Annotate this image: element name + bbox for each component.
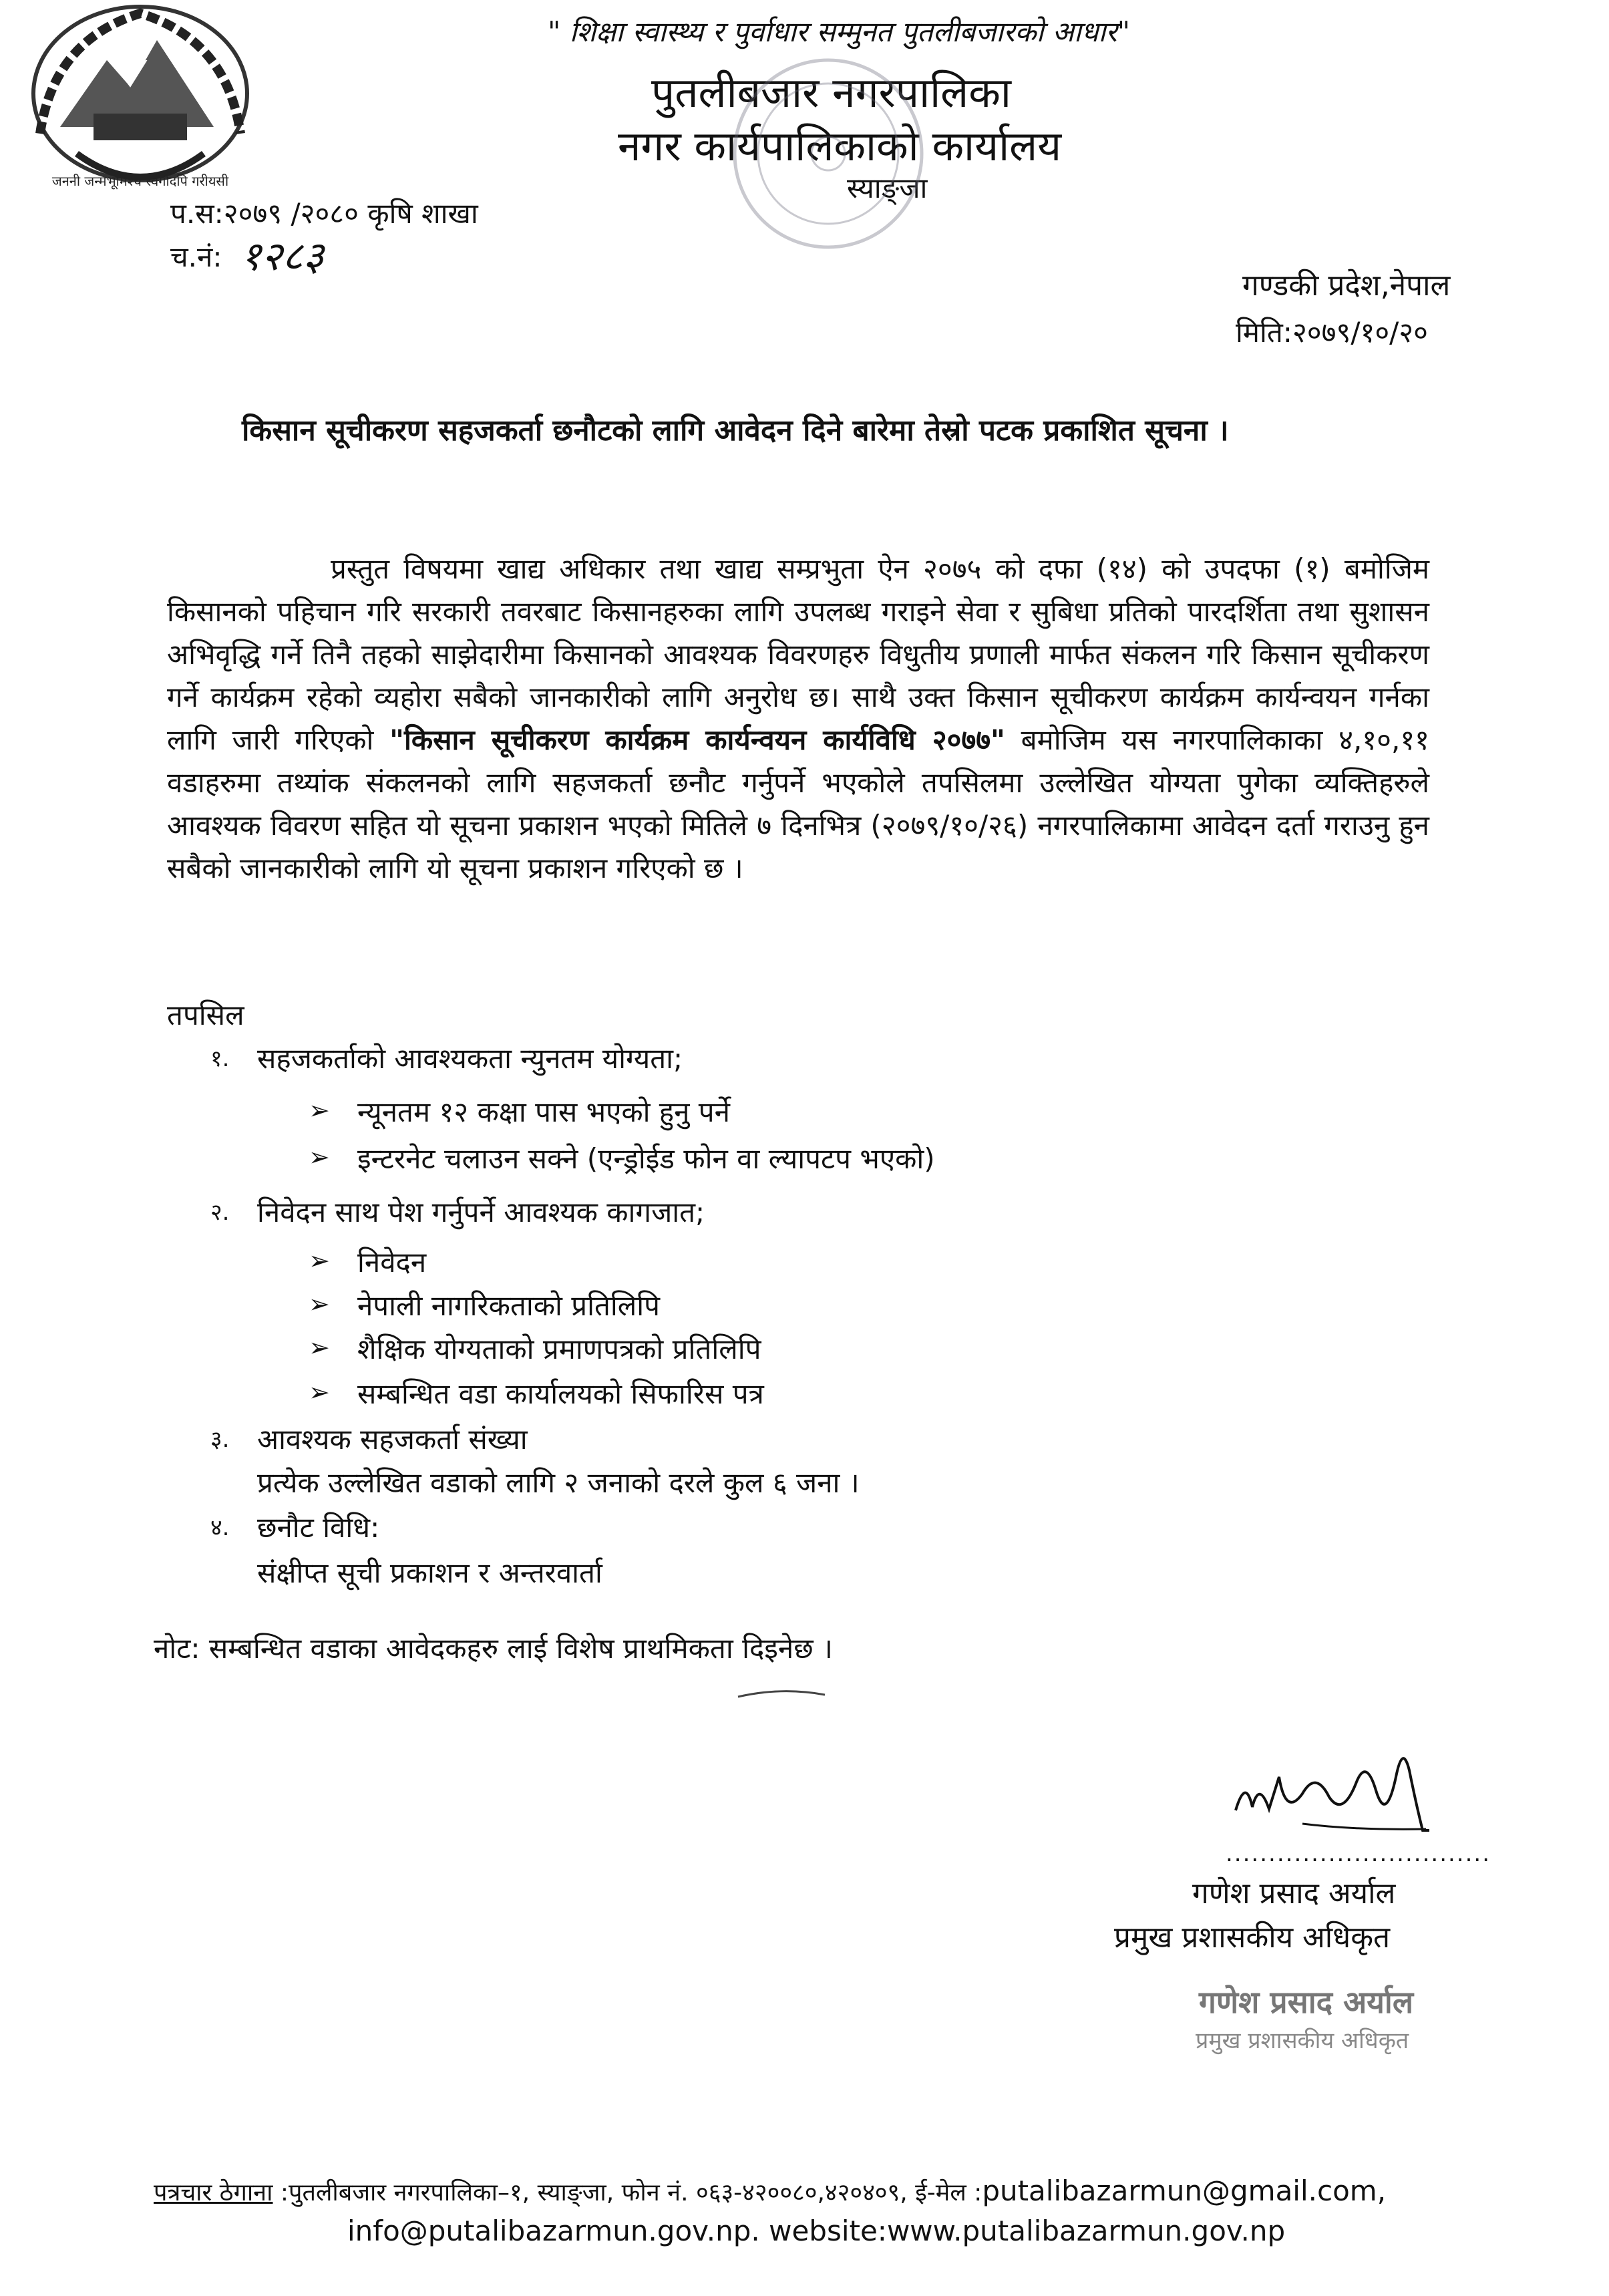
list-item-number: ४. bbox=[210, 1514, 230, 1541]
body-text-part1: प्रस्तुत विषयमा खाद्य अधिकार तथा खाद्य सम्प्रभुता ऐन २०७५ को दफा (१४) को उपदफा (१) बमोजिम किसानको पहिचान गरि सरकारी तवरबाट किसानहरुका लागि उपलब्ध गराइने सेवा र सुबिधा प्रतिको पारदर्शिता तथा सुशासन अभिवृद्धि गर्ने तिनै तहको साझेदारीमा किसानको आवश्यक विवरणहरु विधुतीय प्रणाली मार्फत संकलन गरि किसान सूचीकरण गर्ने कार्यक्रम रहेको व्यहोरा सबैको जानकारीको लागि अनुरोध छ। साथै उक्त किसान सूचीकरण कार्यक्रम कार्यन्वयन गर्नका लागि जारी गरिएको bbox=[167, 552, 1429, 756]
list-item: सहजकर्ताको आवश्यकता न्युनतम योग्यता; bbox=[257, 1042, 683, 1075]
signer-title: प्रमुख प्रशासकीय अधिकृत bbox=[1114, 1921, 1391, 1955]
notice-body-paragraph bbox=[167, 548, 1429, 890]
list-subitem: सम्बन्धित वडा कार्यालयको सिफारिस पत्र bbox=[357, 1377, 764, 1410]
list-item: निवेदन साथ पेश गर्नुपर्ने आवश्यक कागजात; bbox=[257, 1196, 705, 1228]
emblem-motto-text: जननी जन्मभूमिश्च स्वर्गादपि गरीयसी bbox=[51, 173, 229, 189]
footer-address-line bbox=[154, 2174, 1386, 2208]
office-seal-icon bbox=[728, 53, 928, 254]
list-subitem: नेपाली नागरिकताको प्रतिलिपि bbox=[357, 1289, 661, 1322]
list-item-number: १. bbox=[210, 1045, 230, 1072]
arrow-bullet-icon: ➢ bbox=[309, 1377, 330, 1407]
arrow-bullet-icon: ➢ bbox=[309, 1142, 330, 1172]
nepal-emblem-icon bbox=[13, 0, 267, 200]
arrow-bullet-icon: ➢ bbox=[309, 1246, 330, 1275]
footer-email: putalibazarmun@gmail.com, bbox=[982, 2174, 1387, 2207]
province-address: गण्डकी प्रदेश,नेपाल bbox=[1242, 269, 1451, 303]
list-item-number: ३. bbox=[210, 1426, 230, 1453]
list-item: छनौट विधि: bbox=[257, 1511, 380, 1544]
notice-date: मिति:२०७९/१०/२० bbox=[1236, 316, 1428, 349]
signer-name: गणेश प्रसाद अर्याल bbox=[1192, 1876, 1396, 1911]
municipality-name: पुतलीबजार नगरपालिका bbox=[651, 68, 1011, 117]
office-name: नगर कार्यपालिकाको कार्यालय bbox=[618, 122, 1062, 170]
signature-line: ............................... bbox=[1226, 1840, 1491, 1867]
footer-address-label: पत्रचार ठेगाना bbox=[154, 2179, 273, 2206]
list-subitem: निवेदन bbox=[357, 1246, 427, 1279]
list-subitem: न्यूनतम १२ कक्षा पास भएको हुनु पर्ने bbox=[357, 1096, 730, 1128]
body-text-part2: बमोजिम यस नगरपालिकाका ४,१०,११ वडाहरुमा तथ्यांक संकलनको लागि सहजकर्ता छनौट गर्नुपर्ने भएकोले तपसिलमा उल्लेखित योग्यता पुगेका व्यक्तिहरुले आवश्यक विवरण सहित यो सूचना प्रकाशन भएको मितिले ७ दिनभित्र (२०७९/१०/२६) नगरपालिकामा आवेदन दर्ता गराउनु हुन सबैको जानकारीको लागि यो सूचना प्रकाशन गरिएको छ । bbox=[167, 723, 1430, 884]
list-item-detail: संक्षीप्त सूची प्रकाशन र अन्तरवार्ता bbox=[257, 1556, 602, 1589]
arrow-bullet-icon: ➢ bbox=[309, 1333, 330, 1362]
municipality-motto: " शिक्षा स्वास्थ्य र पुर्वाधार सम्मुनत पुतलीबजारको आधार" bbox=[548, 15, 1130, 48]
footer-address: :पुतलीबजार नगरपालिका–१, स्याङ्जा, फोन नं. ०६३-४२००८०,४२०४०९, ई-मेल : bbox=[273, 2179, 982, 2206]
title-stamp: प्रमुख प्रशासकीय अधिकृत bbox=[1196, 2027, 1409, 2054]
list-item-number: २. bbox=[210, 1199, 230, 1226]
reference-number: प.स:२०७९ /२०८० कृषि शाखा bbox=[170, 197, 478, 230]
list-item: आवश्यक सहजकर्ता संख्या bbox=[257, 1423, 528, 1456]
dispatch-number: १२८३ bbox=[240, 233, 324, 280]
arrow-bullet-icon: ➢ bbox=[309, 1289, 330, 1319]
body-procedure-title: "किसान सूचीकरण कार्यक्रम कार्यन्वयन कार्यविधि २०७७" bbox=[389, 723, 1005, 756]
notice-subject: किसान सूचीकरण सहजकर्ता छनौटको लागि आवेदन दिने बारेमा तेस्रो पटक प्रकाशित सूचना । bbox=[242, 414, 1229, 448]
ink-stroke bbox=[735, 1687, 828, 1700]
name-stamp: गणेश प्रसाद अर्याल bbox=[1199, 1984, 1414, 2020]
handwritten-signature bbox=[1222, 1730, 1436, 1850]
list-subitem: शैक्षिक योग्यताको प्रमाणपत्रको प्रतिलिपि bbox=[357, 1333, 761, 1365]
notice-note: नोट: सम्बन्धित वडाका आवेदकहरु लाई विशेष प्राथमिकता दिइनेछ । bbox=[154, 1632, 833, 1665]
district-name: स्याङ्जा bbox=[847, 172, 928, 204]
list-subitem: इन्टरनेट चलाउन सक्ने (एन्ड्रोईड फोन वा ल्यापटप भएको) bbox=[357, 1142, 935, 1175]
details-heading: तपसिल bbox=[167, 999, 244, 1031]
dispatch-label: च.नं: bbox=[170, 240, 222, 273]
list-item-detail: प्रत्येक उल्लेखित वडाको लागि २ जनाको दरले कुल ६ जना । bbox=[257, 1466, 860, 1499]
footer-contact-line: info@putalibazarmun.gov.np. website:www.putalibazarmun.gov.np bbox=[347, 2215, 1286, 2247]
arrow-bullet-icon: ➢ bbox=[309, 1096, 330, 1125]
